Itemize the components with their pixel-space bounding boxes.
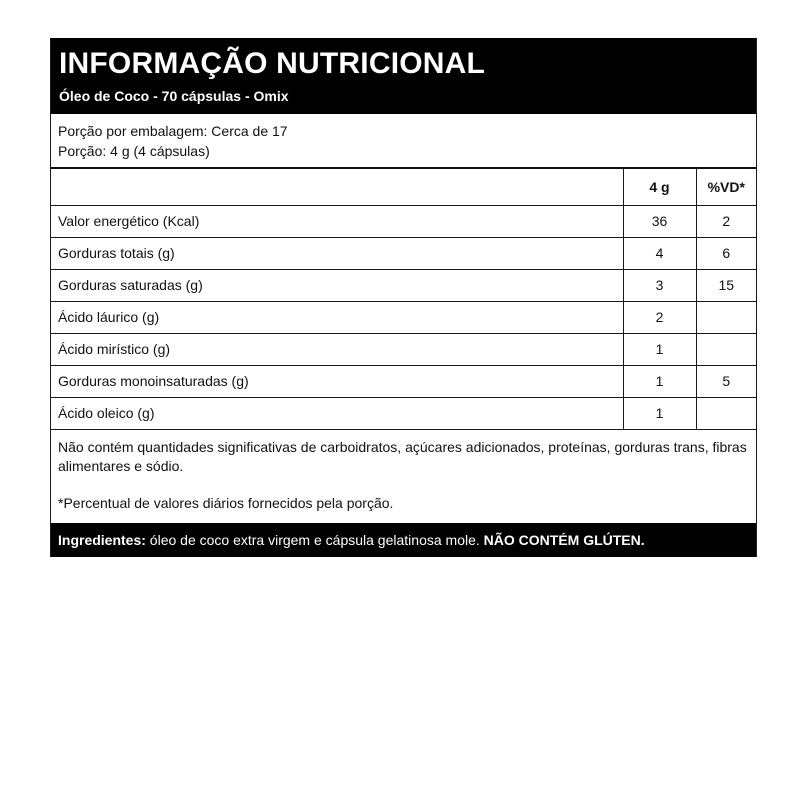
- nutrition-notes: [51, 430, 756, 523]
- nutrient-vd: [696, 397, 756, 429]
- nutrient-name: Gorduras totais (g): [51, 237, 623, 269]
- ingredients-text: óleo de coco extra virgem e cápsula gelatinosa mole.: [145, 531, 484, 548]
- nutrient-name: Ácido mirístico (g): [51, 333, 623, 365]
- nutrient-amount: 3: [623, 269, 696, 301]
- nutrient-amount: 36: [623, 205, 696, 237]
- product-subtitle: Óleo de Coco - 70 cápsulas - Omix: [59, 88, 289, 104]
- header-vd-cell: %VD*: [696, 169, 756, 205]
- table-row: [51, 269, 756, 301]
- nutrient-amount: 1: [623, 397, 696, 429]
- nutrient-vd: 2: [696, 205, 756, 237]
- nutrition-header: [51, 38, 756, 114]
- nutrient-name: Gorduras saturadas (g): [51, 269, 623, 301]
- ingredients-label: Ingredientes:: [58, 531, 146, 548]
- nutrient-name: Gorduras monoinsaturadas (g): [51, 365, 623, 397]
- serving-info: [51, 114, 756, 169]
- nutrient-vd: 5: [696, 365, 756, 397]
- nutrient-name: Valor energético (Kcal): [51, 205, 623, 237]
- nutrition-title: INFORMAÇÃO NUTRICIONAL: [59, 47, 486, 80]
- not-significant-note: Não contém quantidades significativas de carboidratos, açúcares adicionados, proteínas, gorduras trans, fibras alimentares e sódio.: [58, 438, 747, 474]
- nutrient-name: Ácido oleico (g): [51, 397, 623, 429]
- nutrient-name: Ácido láurico (g): [51, 301, 623, 333]
- table-row: [51, 365, 756, 397]
- gluten-warning: NÃO CONTÉM GLÚTEN.: [483, 531, 645, 548]
- nutrient-vd: 15: [696, 269, 756, 301]
- vd-footnote: *Percentual de valores diários fornecidos pela porção.: [58, 494, 394, 511]
- table-row: [51, 237, 756, 269]
- nutrient-vd: [696, 301, 756, 333]
- serving-per-package: Porção por embalagem: Cerca de 17: [58, 123, 288, 139]
- table-row: [51, 397, 756, 429]
- header-name-cell: [51, 169, 623, 205]
- table-row: [51, 301, 756, 333]
- nutrition-table: [51, 169, 756, 430]
- nutrition-panel: [50, 38, 757, 557]
- serving-portion: Porção: 4 g (4 cápsulas): [58, 143, 210, 159]
- header-amount-cell: 4 g: [623, 169, 696, 205]
- nutrient-amount: 4: [623, 237, 696, 269]
- table-header-row: [51, 169, 756, 205]
- ingredients-bar: [51, 523, 756, 557]
- table-row: [51, 205, 756, 237]
- nutrient-vd: [696, 333, 756, 365]
- table-row: [51, 333, 756, 365]
- nutrient-amount: 2: [623, 301, 696, 333]
- nutrient-amount: 1: [623, 333, 696, 365]
- nutrient-vd: 6: [696, 237, 756, 269]
- nutrient-amount: 1: [623, 365, 696, 397]
